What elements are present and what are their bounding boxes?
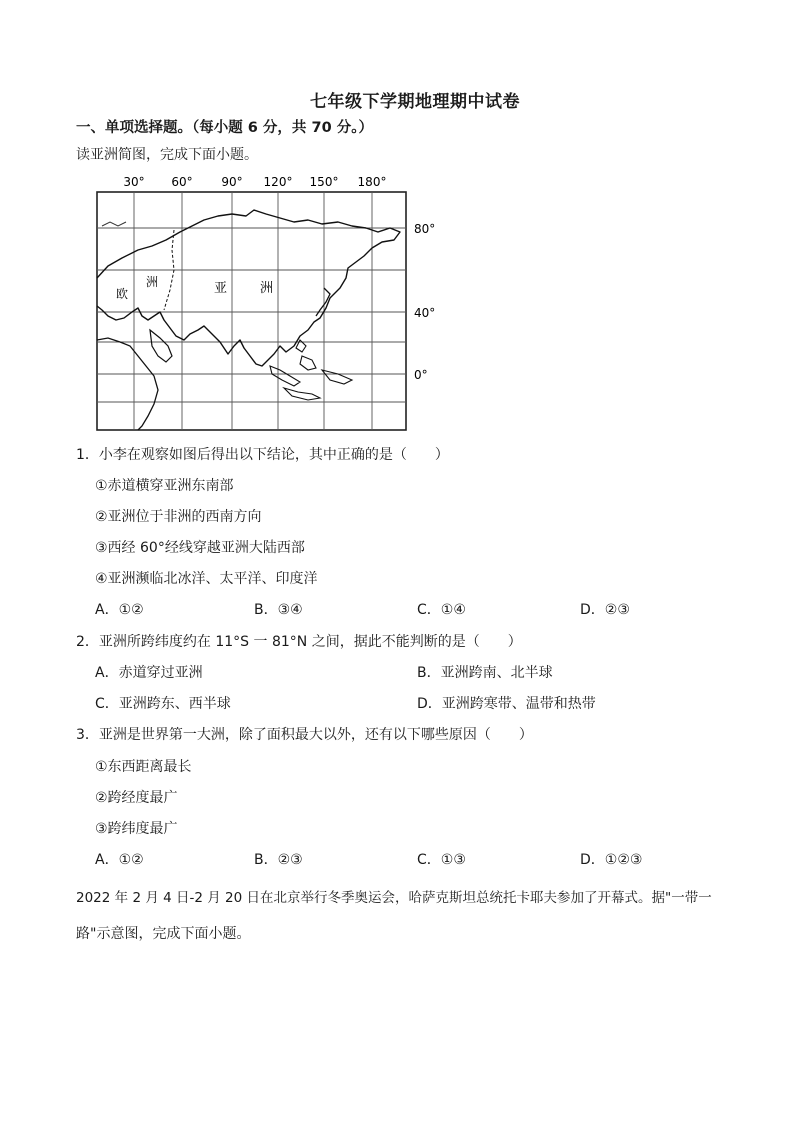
question-1-item: ②亚洲位于非洲的西南方向 [95, 509, 262, 525]
option-b[interactable]: B．②③ [254, 852, 303, 868]
option-a[interactable]: A．①② [95, 852, 144, 868]
option-c[interactable]: C．亚洲跨东、西半球 [95, 696, 231, 712]
lon-label: 90° [221, 175, 243, 189]
lat-label: 0° [414, 368, 428, 382]
question-3-item: ②跨经度最广 [95, 790, 178, 806]
section-heading: 一、单项选择题。（每小题 6 分，共 70 分。） [76, 120, 373, 136]
option-c[interactable]: C．①③ [417, 852, 466, 868]
lon-label: 30° [123, 175, 145, 189]
region-label: 欧 [116, 287, 129, 301]
lat-label: 40° [414, 306, 436, 320]
passage-line-2: 路"示意图，完成下面小题。 [76, 926, 251, 942]
question-3-item: ③跨纬度最广 [95, 821, 178, 837]
question-1-item: ④亚洲濒临北冰洋、太平洋、印度洋 [95, 571, 318, 587]
question-1-item: ①赤道横穿亚洲东南部 [95, 478, 234, 494]
question-1-item: ③西经 60°经线穿越亚洲大陆西部 [95, 540, 305, 556]
option-b[interactable]: B．亚洲跨南、北半球 [417, 665, 553, 681]
eurasia-outline [97, 210, 400, 366]
region-label: 亚 [214, 281, 228, 296]
asia-map [94, 170, 444, 435]
option-a[interactable]: A．赤道穿过亚洲 [95, 665, 203, 681]
sea-marks [102, 222, 126, 226]
arabia-outline [150, 330, 172, 362]
region-label: 洲 [260, 281, 274, 296]
option-c[interactable]: C．①④ [417, 602, 466, 618]
africa-outline [97, 338, 158, 430]
lon-label: 180° [357, 175, 387, 189]
lon-label: 150° [309, 175, 339, 189]
option-b[interactable]: B．③④ [254, 602, 303, 618]
option-d[interactable]: D．②③ [580, 602, 630, 618]
lat-label: 80° [414, 222, 436, 236]
option-a[interactable]: A．①② [95, 602, 144, 618]
question-1-stem: 1．小李在观察如图后得出以下结论，其中正确的是（ ） [76, 447, 449, 463]
page-title: 七年级下学期地理期中试卷 [310, 92, 520, 112]
passage-line-1: 2022 年 2 月 4 日-2 月 20 日在北京举行冬季奥运会，哈萨克斯坦总统托卡耶夫参加了开幕式。据"一带一 [76, 890, 712, 906]
question-3-stem: 3．亚洲是世界第一大洲，除了面积最大以外，还有以下哪些原因（ ） [76, 727, 533, 743]
question-2-stem: 2．亚洲所跨纬度约在 11°S 一 81°N 之间，据此不能判断的是（ ） [76, 634, 522, 650]
option-d[interactable]: D．亚洲跨寒带、温带和热带 [417, 696, 596, 712]
lon-label: 60° [171, 175, 193, 189]
option-d[interactable]: D．①②③ [580, 852, 643, 868]
map-intro: 读亚洲简图，完成下面小题。 [76, 147, 258, 163]
lon-label: 120° [263, 175, 293, 189]
question-3-item: ①东西距离最长 [95, 759, 192, 775]
region-label: 洲 [146, 275, 159, 289]
